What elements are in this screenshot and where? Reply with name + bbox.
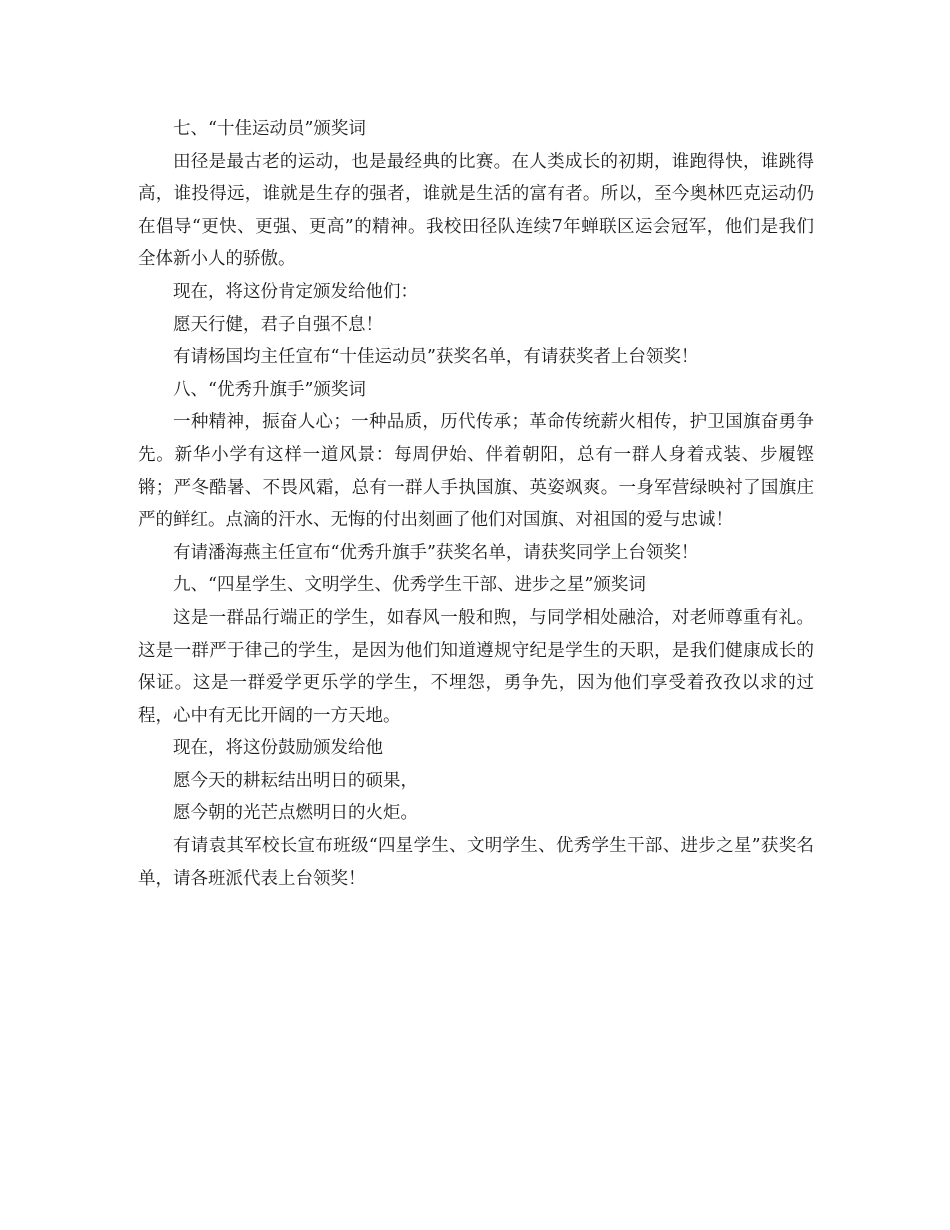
paragraph: 有请杨国均主任宣布“十佳运动员”获奖名单，有请获奖者上台领奖！ [173,347,699,368]
paragraph: 有请袁其军校长宣布班级“四星学生、文明学生、优秀学生干部、进步之星”获奖名单，请各班派代表上台领奖！ [138,836,814,889]
paragraph: 现在，将这份鼓励颁发给他 [173,738,383,759]
section-heading-7: 七、“十佳运动员”颁奖词 [173,119,366,139]
section-heading-8: 八、“优秀升旗手”颁奖词 [173,379,366,400]
paragraph: 这是一群品行端正的学生，如春风一般和煦，与同学相处融洽，对老师尊重有礼。这是一群严于律己的学生，是因为他们知道遵规守纪是学生的天职，是我们健康成长的保证。这是一群爱学更乐学的学生，不埋怨，勇争先，因为他们享受着孜孜以求的过程，心中有无比开阔的一方天地。 [138,607,814,726]
document-body [138,113,814,895]
paragraph: 有请潘海燕主任宣布“优秀升旗手”获奖名单，请获奖同学上台领奖！ [173,542,699,563]
paragraph: 田径是最古老的运动，也是最经典的比赛。在人类成长的初期，谁跑得快，谁跳得高，谁投得远，谁就是生存的强者，谁就是生活的富有者。所以，至今奥林匹克运动仍在倡导“更快、更强、更高”的精神。我校田径队连续7年蝉联区运会冠军，他们是我们全体新小人的骄傲。 [138,151,814,270]
paragraph: 愿天行健，君子自强不息！ [173,314,383,335]
paragraph: 愿今天的耕耘结出明日的硕果， [173,770,418,791]
section-heading-9: 九、“四星学生、文明学生、优秀学生干部、进步之星”颁奖词 [173,575,646,596]
paragraph: 愿今朝的光芒点燃明日的火炬。 [173,803,418,824]
paragraph: 一种精神，振奋人心；一种品质，历代传承；革命传统薪火相传，护卫国旗奋勇争先。新华小学有这样一道风景：每周伊始、伴着朝阳，总有一群人身着戎装、步履铿锵；严冬酷暑、不畏风霜，总有一群人手执国旗、英姿飒爽。一身军营绿映衬了国旗庄严的鲜红。点滴的汗水、无悔的付出刻画了他们对国旗、对祖国的爱与忠诚！ [138,412,814,531]
paragraph: 现在，将这份肯定颁发给他们： [173,281,418,302]
